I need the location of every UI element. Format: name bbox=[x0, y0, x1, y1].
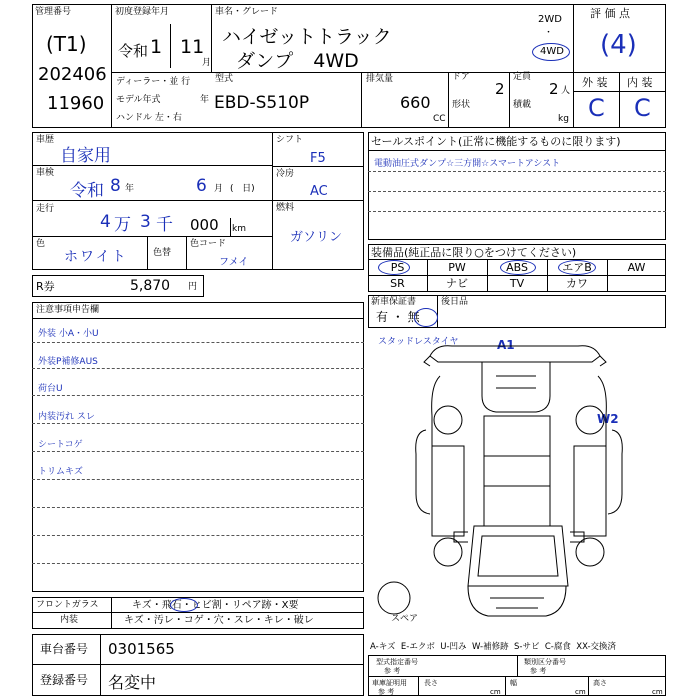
soko-man: 4 bbox=[100, 212, 111, 232]
equip-abs-circle bbox=[500, 260, 536, 275]
katashiki-label: 型式 bbox=[215, 74, 234, 84]
sales-line1: 電動油圧式ダンプ☆三方開☆スマートアシスト bbox=[374, 159, 561, 169]
warranty-value: 有 ・ 無 bbox=[376, 310, 420, 324]
shaken-year: 8 bbox=[110, 176, 121, 196]
equip-airb: エアB bbox=[562, 261, 592, 274]
model-year-label: モデル年式 bbox=[116, 95, 161, 105]
soko-unit: km bbox=[232, 224, 246, 234]
kanri-t: (T1) bbox=[46, 32, 87, 56]
nenryo-label: 燃料 bbox=[276, 203, 295, 213]
drive-2wd: 2WD bbox=[538, 14, 562, 25]
r-value: 5,870 bbox=[130, 278, 171, 294]
note-line-6: トリムキズ bbox=[38, 467, 83, 477]
door-label: ドア bbox=[452, 72, 470, 82]
soko-sen: 3 bbox=[140, 212, 151, 232]
touroku-label: 登録番号 bbox=[40, 673, 89, 687]
naiso-bottom-label: 内装 bbox=[60, 615, 79, 625]
equipment-label: 装備品(純正品に限り○をつけてください) bbox=[371, 246, 577, 259]
damage-legend: A-キズ E-エクボ U-凹み W-補修跡 S-サビ C-腐食 XX-交換済 bbox=[370, 642, 617, 652]
ruibetsu-sankou: 参 考 bbox=[530, 667, 547, 675]
nenryo-value: ガソリン bbox=[290, 230, 343, 245]
shareki-label: 車歴 bbox=[36, 135, 55, 145]
shamei-label: 車名・グレード bbox=[215, 7, 279, 17]
shaken-era: 令和 bbox=[70, 181, 104, 201]
haba-label: 幅 bbox=[510, 679, 517, 687]
teiin-unit: 人 bbox=[561, 86, 571, 96]
note-line-4: 内装汚れ スレ bbox=[38, 412, 95, 422]
shift-value: F5 bbox=[310, 151, 326, 166]
keijo-label: 形状 bbox=[452, 100, 471, 110]
shodo-label: 初度登録年月 bbox=[115, 7, 170, 17]
r-label: R券 bbox=[36, 280, 55, 293]
drive-4wd-circle bbox=[532, 43, 570, 61]
door-value: 2 bbox=[495, 80, 505, 98]
haba-unit: cm bbox=[575, 688, 586, 696]
nichigo-label: 後日品 bbox=[441, 297, 469, 307]
car-diagram bbox=[372, 336, 666, 626]
note-line-3: 荷台U bbox=[38, 384, 63, 394]
shareki-value: 自家用 bbox=[60, 146, 111, 166]
gaiso-label: 外 装 bbox=[582, 76, 608, 89]
shaken-label: 車検 bbox=[36, 168, 55, 178]
handle-label: ハンドル 左・右 bbox=[116, 113, 182, 123]
drive-4wd: 4WD bbox=[540, 46, 564, 57]
shamei-line2: ダンプ 4WD bbox=[236, 50, 359, 72]
front-glass-opts: キズ・飛石・ヒビ割・リペア跡・X要 bbox=[132, 600, 299, 611]
color-code-label: 色コード bbox=[190, 239, 227, 249]
takasa-label: 高さ bbox=[593, 679, 607, 687]
kanri-label: 管理番号 bbox=[35, 7, 72, 17]
iro-value: ホワイト bbox=[64, 249, 128, 265]
equip-airb-circle bbox=[558, 260, 596, 275]
front-glass-label: フロントガラス bbox=[36, 600, 99, 610]
teiin-label: 定員 bbox=[513, 72, 532, 82]
equip-kawa: カワ bbox=[566, 277, 588, 290]
equip-navi: ナビ bbox=[446, 277, 468, 290]
touroku-value: 名変中 bbox=[108, 673, 157, 692]
shodo-year: 1 bbox=[150, 36, 163, 58]
shadai-cert-sankou: 参 考 bbox=[378, 688, 395, 696]
notes-label: 注意事項申告欄 bbox=[36, 305, 100, 315]
r-ticket bbox=[32, 275, 204, 297]
damage-a1: A1 bbox=[497, 338, 515, 352]
warranty-circle bbox=[414, 308, 438, 327]
drive-dot: ・ bbox=[544, 28, 554, 38]
studless-label: スタッドレスタイヤ bbox=[378, 337, 459, 347]
soko-rest: 000 bbox=[190, 216, 219, 234]
shodo-era: 令和 bbox=[118, 42, 149, 60]
nagasa-unit: cm bbox=[490, 688, 501, 696]
kanri-num1: 202406 bbox=[38, 64, 107, 85]
naiso-value: C bbox=[634, 94, 651, 122]
shodo-month: 11 bbox=[180, 36, 205, 58]
naiso-label: 内 装 bbox=[627, 76, 653, 89]
shitei-label: 型式指定番号 bbox=[376, 658, 418, 666]
reibo-label: 冷房 bbox=[276, 169, 295, 179]
shamei-line1: ハイゼットトラック bbox=[222, 26, 392, 48]
front-glass-circle bbox=[170, 598, 198, 612]
shift-label: シフト bbox=[276, 135, 304, 145]
reibo-value: AC bbox=[310, 184, 328, 199]
naiso-bottom-opts: キズ・汚レ・コゲ・穴・スレ・キレ・破レ bbox=[124, 615, 314, 626]
haiki-unit: CC bbox=[433, 114, 446, 124]
hyoka-label: 評 価 点 bbox=[590, 7, 630, 20]
r-unit: 円 bbox=[188, 282, 198, 292]
spare-label: スペア bbox=[391, 614, 419, 624]
equip-tv: TV bbox=[509, 277, 525, 290]
sekisai-unit: kg bbox=[558, 114, 569, 124]
haiki-label: 排気量 bbox=[366, 74, 394, 84]
color-code-value: フメイ bbox=[219, 257, 249, 268]
equip-ps: PS bbox=[390, 261, 405, 274]
ruibetsu-label: 類別区分番号 bbox=[524, 658, 566, 666]
shaken-month: 6 bbox=[196, 176, 207, 196]
note-line-2: 外装P補修AUS bbox=[38, 357, 98, 367]
shitei-sankou: 参 考 bbox=[384, 667, 401, 675]
shodo-month-unit: 月 bbox=[202, 58, 212, 68]
haiki-value: 660 bbox=[400, 93, 431, 112]
shadai-cert-label: 車庫証明用 bbox=[372, 679, 407, 687]
kanri-num2: 11960 bbox=[47, 93, 105, 114]
model-year-unit: 年 bbox=[200, 95, 210, 105]
sales-label: セールスポイント(正常に機能するものに限ります) bbox=[371, 135, 621, 148]
equip-abs: ABS bbox=[506, 261, 528, 274]
shaken-nen: 年 bbox=[125, 184, 135, 194]
note-line-1: 外装 小A・小U bbox=[38, 329, 99, 339]
note-line-5: シートコゲ bbox=[38, 440, 83, 450]
equip-aw: AW bbox=[627, 261, 646, 274]
gaiso-value: C bbox=[588, 94, 605, 122]
equip-pw: PW bbox=[448, 261, 466, 274]
katashiki-value: EBD-S510P bbox=[214, 93, 310, 113]
soko-man-unit: 万 bbox=[114, 215, 131, 235]
nagasa-label: 長さ bbox=[424, 679, 438, 687]
shaken-hi: ( 日) bbox=[230, 184, 255, 194]
equip-sr: SR bbox=[390, 277, 405, 290]
sekisai-label: 積載 bbox=[513, 100, 532, 110]
hyoka-value: (4) bbox=[600, 30, 637, 60]
damage-w2: W2 bbox=[597, 412, 619, 426]
equip-ps-circle bbox=[378, 260, 410, 275]
soko-label: 走行 bbox=[36, 204, 55, 214]
takasa-unit: cm bbox=[652, 688, 663, 696]
teiin-value: 2 bbox=[549, 80, 559, 98]
chassis-label: 車台番号 bbox=[40, 642, 89, 656]
shaken-tsuki: 月 bbox=[214, 184, 224, 194]
sales-box bbox=[368, 132, 666, 240]
chassis-value: 0301565 bbox=[108, 640, 175, 658]
dealer-label: ディーラー・並 行 bbox=[116, 77, 191, 87]
soko-sen-unit: 千 bbox=[156, 215, 173, 235]
irokae-label: 色替 bbox=[153, 248, 172, 258]
iro-label: 色 bbox=[36, 239, 46, 249]
warranty-label: 新車保証書 bbox=[371, 297, 417, 307]
